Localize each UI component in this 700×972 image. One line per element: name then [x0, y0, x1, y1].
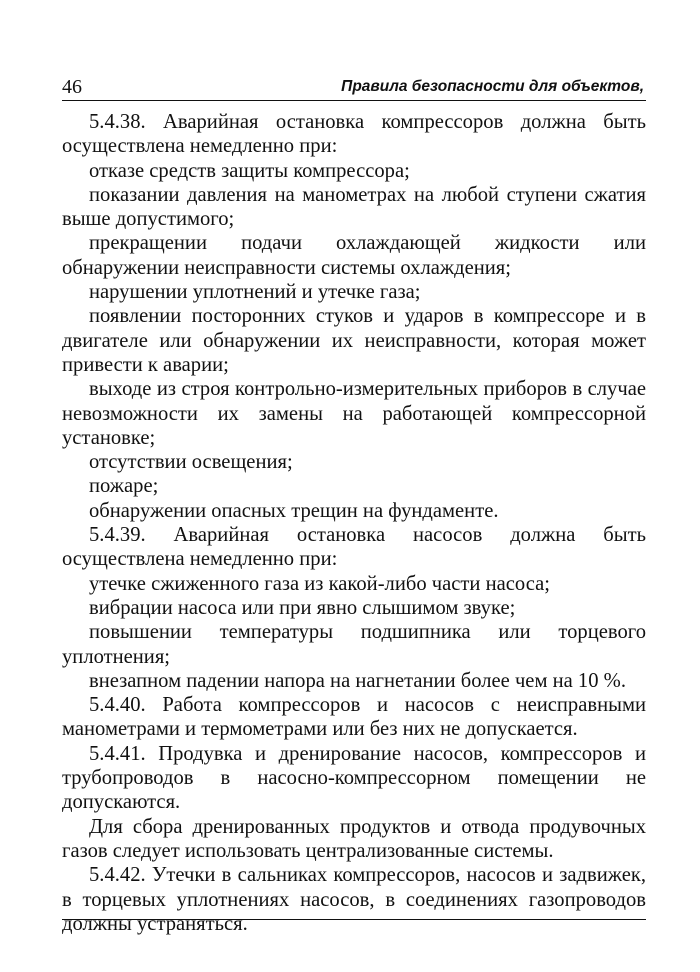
list-item: показании давления на манометрах на любой ступени сжатия выше допустимого; — [62, 183, 646, 231]
list-item: обнаружении опасных трещин на фундаменте. — [89, 499, 499, 522]
running-header — [62, 74, 646, 101]
paragraph-5-4-39: 5.4.39. Аварийная остановка насосов должна быть осуществлена немедленно при: — [62, 524, 646, 571]
paragraph-5-4-41: 5.4.41. Продувка и дренирование насосов, компрессоров и трубопроводов в насосно-компрессорном помещении не допускаются. — [62, 742, 646, 814]
list-item: отказе средств защиты компрессора; — [89, 159, 410, 182]
list-item: пожаре; — [89, 475, 159, 498]
list-item: появлении посторонних стуков и ударов в компрессоре и в двигателе или обнаружении их неисправности, которая может привести к аварии; — [62, 305, 646, 376]
paragraph-5-4-38: 5.4.38. Аварийная остановка компрессоров должна быть осуществлена немедленно при: — [62, 111, 646, 158]
list-item: нарушении уплотнений и утечке газа; — [89, 281, 421, 304]
list-item: внезапном падении напора на нагнетании более чем на 10 %. — [89, 669, 626, 692]
footer-rule — [62, 919, 646, 920]
list-item: выходе из строя контрольно-измерительных приборов в случае невозможности их замены на работающей компрессорной установке; — [62, 378, 646, 449]
body-text — [62, 110, 646, 936]
page-number: 46 — [62, 76, 82, 98]
list-item: утечке сжиженного газа из какой-либо части насоса; — [89, 572, 550, 595]
paragraph-5-4-40: 5.4.40. Работа компрессоров и насосов с неисправными манометрами и термометрами или без них не допускается. — [62, 694, 646, 741]
list-item: вибрации насоса или при явно слышимом звуке; — [89, 596, 516, 619]
list-item: отсутствии освещения; — [89, 451, 293, 474]
list-item: прекращении подачи охлаждающей жидкости или обнаружении неисправности системы охлаждения; — [62, 232, 646, 279]
paragraph-drainage: Для сбора дренированных продуктов и отвода продувочных газов следует использовать централизованные системы. — [62, 815, 646, 862]
paragraph-5-4-42: 5.4.42. Утечки в сальниках компрессоров, насосов и задвижек, в торцевых уплотнениях насосов, в соединениях газопроводов должны устраняться. — [62, 864, 646, 935]
list-item: повышении температуры подшипника или торцевого уплотнения; — [62, 621, 646, 668]
running-title: Правила безопасности для объектов, — [341, 78, 644, 95]
